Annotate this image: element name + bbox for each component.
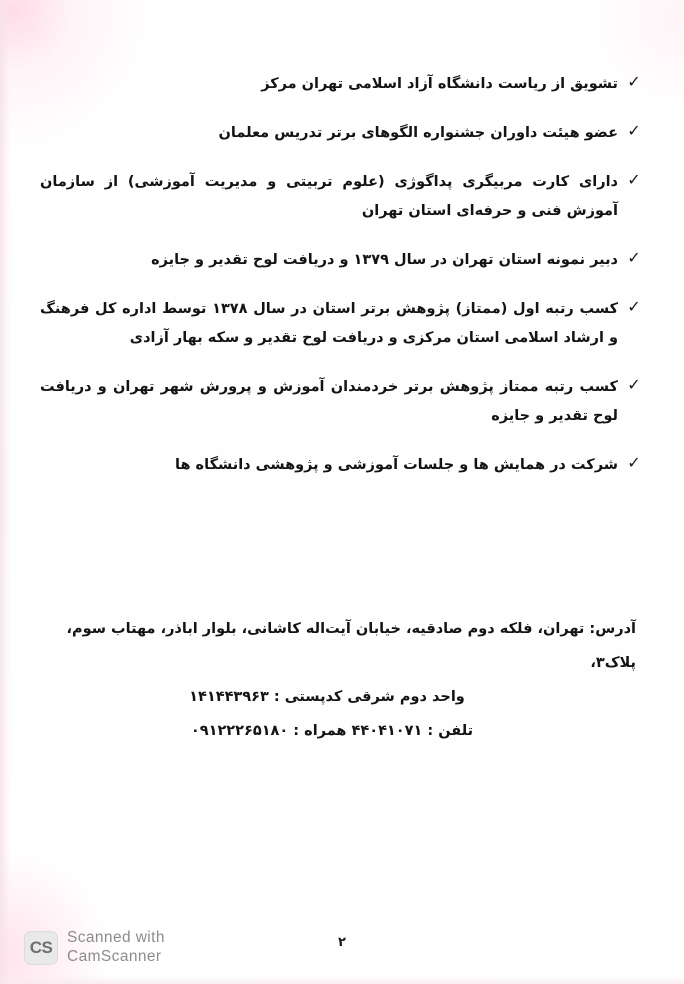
- check-icon: ✓: [627, 297, 641, 316]
- list-item-text: عضو هیئت داوران جشنواره الگوهای برتر تدریس معلمان: [218, 125, 618, 141]
- check-icon: ✓: [627, 453, 641, 472]
- achievements-list: [40, 70, 644, 480]
- list-item-text: تشویق از ریاست دانشگاه آزاد اسلامی تهران مرکز: [261, 76, 618, 92]
- list-item: [40, 168, 644, 226]
- check-icon: ✓: [627, 170, 641, 189]
- address-line-1: آدرس: تهران، فلکه دوم صادقیه، خیابان آیت‌اله کاشانی، بلوار اباذر، مهتاب سوم، پلاک۳،: [66, 621, 636, 672]
- page-number: ۲: [338, 935, 346, 950]
- list-item-text: شرکت در همایش ها و جلسات آموزشی و پژوهشی دانشگاه ها: [175, 457, 618, 473]
- list-item-text: کسب رتبه ممتاز پژوهش برتر خردمندان آموزش و پرورش شهر تهران و دریافت لوح تقدیر و جایزه: [40, 379, 618, 424]
- list-item: [40, 373, 644, 431]
- list-item: [40, 70, 644, 99]
- check-icon: ✓: [627, 375, 641, 394]
- watermark-line-2: CamScanner: [67, 947, 162, 965]
- phone-line: تلفن : ۴۴۰۴۱۰۷۱ همراه : ۰۹۱۲۲۲۶۵۱۸۰: [190, 723, 474, 740]
- address-line-2: واحد دوم شرقی کدپستی : ۱۴۱۴۴۳۹۶۳: [189, 689, 465, 706]
- check-icon: ✓: [627, 248, 641, 267]
- check-icon: ✓: [627, 121, 641, 140]
- list-item-text: دبیر نمونه استان تهران در سال ۱۳۷۹ و دریافت لوح تقدیر و جایزه: [151, 252, 618, 268]
- list-item-text: کسب رتبه اول (ممتاز) پژوهش برتر استان در سال ۱۳۷۸ توسط اداره کل فرهنگ و ارشاد اسلامی استان مرکزی و دریافت لوح تقدیر و سکه بهار آزادی: [40, 301, 618, 346]
- check-icon: ✓: [627, 72, 641, 91]
- scan-edge-bottom: [0, 976, 684, 984]
- camscanner-watermark: [24, 929, 165, 966]
- camscanner-watermark-text: [67, 929, 165, 966]
- camscanner-logo-icon: CS: [24, 931, 58, 965]
- list-item-text: دارای کارت مربیگری پداگوژی (علوم تربیتی و مدیریت آموزشی) از سازمان آموزش فنی و حرفه‌ای استان تهران: [40, 174, 618, 219]
- achievements-section: [40, 70, 644, 500]
- list-item: [40, 451, 644, 480]
- list-item: [40, 246, 644, 275]
- contact-block: [48, 612, 636, 748]
- scan-edge-left: [0, 0, 10, 984]
- list-item: [40, 295, 644, 353]
- watermark-line-1: Scanned with: [67, 929, 165, 947]
- list-item: [40, 119, 644, 148]
